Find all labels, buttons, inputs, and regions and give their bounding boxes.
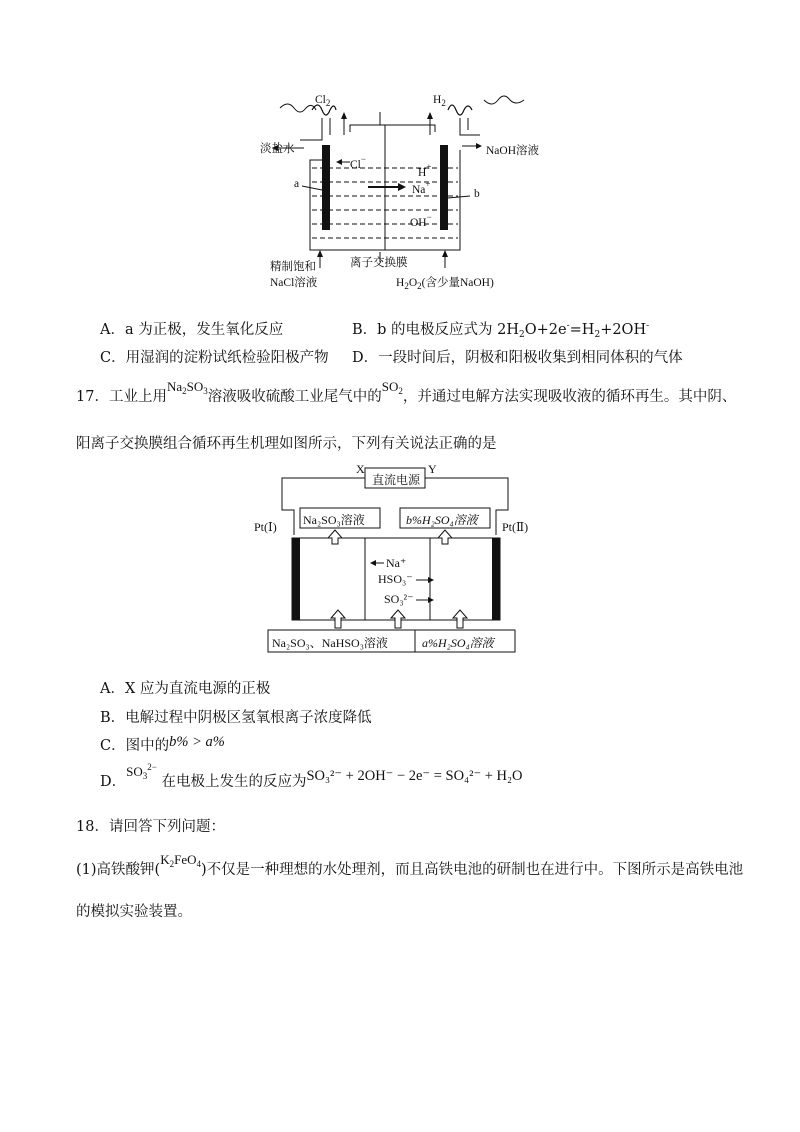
top-right-box-label: b%H₂SO₄溶液 xyxy=(406,513,478,527)
q17-option-c xyxy=(100,734,225,755)
q18-k2feo4: $K_2FeO_4$ xyxy=(160,852,201,869)
cl-minus-text: Cl xyxy=(350,159,361,171)
q18-part1-prefix: (1)高铁酸钾( xyxy=(76,862,161,878)
q16-option-c: C．用湿润的淀粉试纸检验阳极产物 xyxy=(100,350,329,366)
membrane-label: 离子交换膜 xyxy=(350,257,408,269)
na-plus-label: Na+ xyxy=(412,179,431,196)
cl2-label xyxy=(315,94,330,108)
dilute-brine-label: 淡盐水 xyxy=(260,143,295,155)
h2-label xyxy=(433,94,446,108)
q17-stem-line2: 阳离子交换膜组合循环再生机理如图所示，下列有关说法正确的是 xyxy=(76,436,497,452)
naoh-solution-label: NaOH溶液 xyxy=(486,145,540,157)
brine-label-line1: 精制饱和 xyxy=(270,261,316,273)
figure-chlor-alkali-cell xyxy=(250,90,550,300)
so3-ion-label: SO₃²⁻ xyxy=(384,592,414,606)
oh-minus-label: OH− xyxy=(410,212,432,229)
electrode-b-label: b xyxy=(474,188,480,200)
h-plus-text: H xyxy=(418,167,427,179)
bottom-right-box-label: a%H₂SO₄溶液 xyxy=(422,636,494,650)
q17-d-prefix: D． xyxy=(100,774,127,790)
h2o2-h: H xyxy=(396,277,405,289)
pt1-label: Pt(Ⅰ) xyxy=(254,520,277,534)
bottom-left-box-label: Na₂SO₃、NaHSO₃溶液 xyxy=(272,636,388,650)
q17-option-a: A．X 应为直流电源的正极 xyxy=(100,681,271,697)
top-left-box-label: Na₂SO₃溶液 xyxy=(303,513,365,527)
q16-b-mid2: =H xyxy=(569,322,595,338)
oh-minus-text: OH xyxy=(410,217,427,229)
q17-so2: $SO_2$ xyxy=(381,379,403,396)
q16-option-d: D．一段时间后，阴极和阳极收集到相同体积的气体 xyxy=(352,350,683,366)
power-x-label: X xyxy=(356,462,365,476)
h-plus-label: H+ xyxy=(418,162,432,179)
q17-na2so3: $Na_2SO_3$ xyxy=(166,379,208,396)
q18-part1-line2: 的模拟实验装置。 xyxy=(76,904,192,920)
q17-option-b: B．电解过程中阴极区氢氧根离子浓度降低 xyxy=(100,710,372,726)
hso3-ion-label: HSO₃⁻ xyxy=(378,572,413,586)
q18-part1-suffix: )不仅是一种理想的水处理剂，而且高铁电池的研制也在进行中。下图所示是高铁电池 xyxy=(200,862,744,878)
cl-minus-label: Cl− xyxy=(350,154,366,171)
q16-b-mid3: +2OH xyxy=(600,322,647,338)
q17-c-expression: b% > a% xyxy=(169,734,225,750)
q17-d-species: $SO_3^{2-}$ xyxy=(126,762,157,781)
h2o2-rest: (含少量NaOH) xyxy=(421,277,494,289)
q17-d-mid: 在电极上发生的反应为 xyxy=(161,774,307,790)
h2o2-label: $H_2O_2$(含少量NaOH) xyxy=(396,277,494,291)
q17-intro2: 溶液吸收硫酸工业尾气中的 xyxy=(207,389,382,405)
brine-label-line2: NaCl溶液 xyxy=(270,277,318,289)
cl2-text: Cl xyxy=(315,94,326,106)
q18-part1-line1 xyxy=(76,852,744,879)
na-plus-text: Na xyxy=(412,184,426,196)
q17-intro1: 17．工业上用 xyxy=(76,389,167,405)
figure-regeneration-cell xyxy=(250,460,540,660)
na-ion-label: Na⁺ xyxy=(386,556,407,570)
q17-stem-line1 xyxy=(76,379,737,406)
pt2-label: Pt(Ⅱ) xyxy=(502,520,529,534)
h2o2-o: O xyxy=(408,277,418,289)
h2-subscript: 2 xyxy=(441,98,446,108)
electrode-a-label: a xyxy=(294,178,300,190)
power-source-label: 直流电源 xyxy=(372,473,421,487)
cl2-subscript: 2 xyxy=(325,98,331,108)
q17-d-equation: SO₃²⁻ + 2OH⁻ − 2e⁻ = SO₄²⁻ + H₂O xyxy=(306,768,523,784)
q18-title: 18．请回答下列问题： xyxy=(76,819,225,835)
q16-option-b: B．b 的电极反应式为 $2H_2O+2e^-=H_2+2OH^-$ xyxy=(352,321,650,340)
q17-c-prefix: C．图中的 xyxy=(100,738,170,754)
q16-b-prefix: B．b 的电极反应式为 2H xyxy=(352,322,520,338)
power-y-label: Y xyxy=(428,462,437,476)
q17-option-d xyxy=(100,762,523,791)
q16-option-a: A．a 为正极，发生氧化反应 xyxy=(100,322,284,338)
q17-intro3: ，并通过电解方法实现吸收液的循环再生。其中阴、 xyxy=(402,389,737,405)
q16-b-mid1: O+2e xyxy=(524,322,567,338)
h2-text: H xyxy=(433,94,442,106)
